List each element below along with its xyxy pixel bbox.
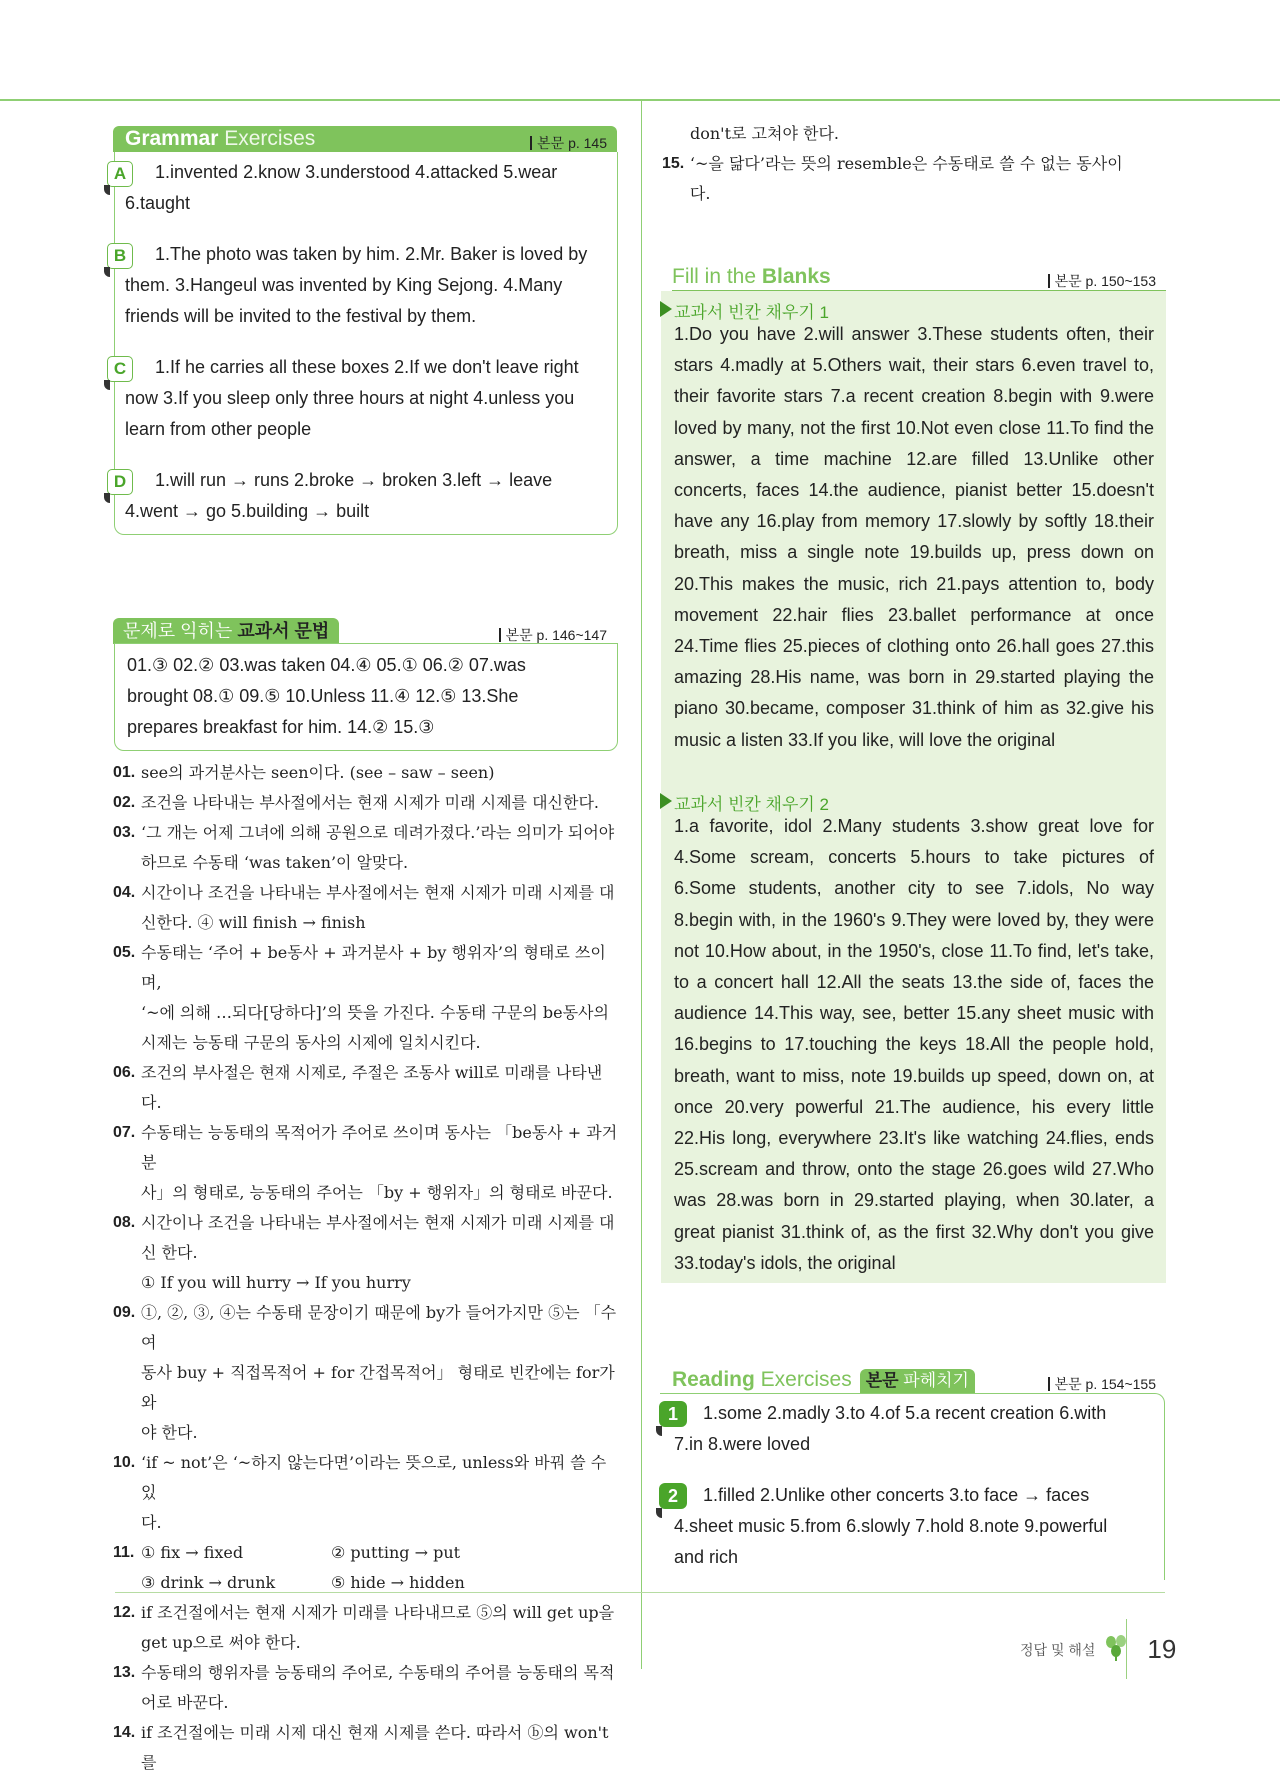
explanation-text: don't로 고쳐야 한다. — [690, 124, 840, 143]
explanation-text: 조건을 나타내는 부사절에서는 현재 시제가 미래 시제를 대신한다. — [141, 793, 600, 812]
explanation-item — [113, 1058, 619, 1118]
explanation-item — [113, 1718, 619, 1778]
explanation-number: 15. — [662, 155, 685, 172]
reading-pill-light: 파헤치기 — [898, 1371, 969, 1390]
explanation-number: 04. — [113, 884, 136, 901]
reading-section-label-2: 2 — [659, 1483, 687, 1509]
explanation-item — [113, 788, 619, 818]
explanation-number: 02. — [113, 794, 136, 811]
answer-line: now 3.If you sleep only three hours at night 4.unless you — [125, 388, 575, 408]
explanations-list — [113, 758, 619, 1778]
explanation-item — [113, 1298, 619, 1358]
fill-page-ref: 본문 p. 150~153 — [1048, 274, 1156, 288]
explanation-text: get up으로 써야 한다. — [141, 1633, 301, 1652]
explanation-number: 05. — [113, 944, 136, 961]
answer-line: 1.will run → runs 2.broke → broken 3.left → leave — [155, 470, 553, 490]
explanation-text: ② putting → put — [331, 1543, 461, 1562]
explanation-text: 신한다. ④ will finish → finish — [141, 913, 366, 932]
section-label-d: D — [107, 469, 133, 495]
explanation-text: 수동태의 행위자를 능동태의 주어로, 수동태의 주어를 능동태의 목적 — [141, 1663, 615, 1682]
explanation-number: 07. — [113, 1124, 136, 1141]
explanation-text: ① If you will hurry → If you hurry — [141, 1273, 411, 1292]
explanation-text: 수동태는 능동태의 목적어가 주어로 쓰이며 동사는 「be동사 + 과거분 — [141, 1123, 618, 1172]
explanation-text: 어로 바꾼다. — [141, 1693, 229, 1712]
fill-blanks-header — [672, 264, 1166, 291]
explanation-item — [113, 1448, 619, 1508]
answer-line: 1.The photo was taken by him. 2.Mr. Baker is loved by — [155, 244, 588, 264]
explanation-text: 야 한다. — [141, 1423, 198, 1442]
fill-answers-1: 1.Do you have 2.will answer 3.These students often, their stars 4.madly at 5.Others wait, their stars 6.even travel to, their favorite stars 7.a recent creation 8.begin with 9.were loved by many, not the first 10.Not even close 11.To find the answer, a time machine 12.are filled 13.Unlike other concerts, faces 14.the audience, pianist better 15.doesn't have any 16.play from memory 17.slowly by softly 18.their breath, miss a single note 19.builds up, press down on 20.This makes the music, rich 21.pays attention to, body movement 22.hair flies 23.ballet performance at once 24.Time flies 25.pieces of clothing onto 26.hall goes 27.this amazing 28.His name, was born in 29.started playing the piano 30.became, composer 31.think of him as 32.give his music a listen 33.If you like, will love the original — [674, 324, 1154, 750]
fill-subheading-2: 교과서 빈칸 채우기 2 — [660, 790, 829, 815]
reading-section-label-1: 1 — [659, 1401, 687, 1427]
reading-pill-bold: 본문 — [865, 1371, 899, 1390]
explanation-text: 시제는 능동태 구문의 동사의 시제에 일치시킨다. — [141, 1033, 481, 1052]
explanation-text: 다. — [141, 1513, 162, 1532]
section-label-a: A — [107, 161, 133, 187]
grammar-page-ref: 본문 p. 145 — [530, 136, 607, 150]
explanation-text: ③ drink → drunk — [141, 1573, 276, 1592]
answer-line: 6.taught — [125, 193, 191, 213]
page-number: 19 — [1147, 1634, 1177, 1664]
explanation-text: 하므로 수동태 ‘was taken’이 알맞다. — [141, 853, 409, 872]
explanation-text: ⑤ hide → hidden — [331, 1573, 465, 1592]
explanation-number: 03. — [113, 824, 136, 841]
answer-line: 01.③ 02.② 03.was taken 04.④ 05.① 06.② 07.was — [127, 655, 526, 675]
footer-text: 정답 및 해설 — [1020, 1641, 1096, 1658]
answer-line: them. 3.Hangeul was invented by King Sejong. 4.Many — [125, 275, 563, 295]
explanation-item — [113, 818, 619, 848]
answer-line: friends will be invited to the festival by them. — [125, 306, 477, 326]
answer-line: 1.filled 2.Unlike other concerts 3.to face → faces — [703, 1485, 1090, 1505]
explanation-item — [113, 1538, 619, 1568]
page-footer — [1020, 1633, 1176, 1666]
explanation-number: 09. — [113, 1304, 136, 1321]
fill-title-light: Fill in the — [672, 265, 762, 288]
answer-line: 1.invented 2.know 3.understood 4.attacked 5.wear — [155, 162, 558, 182]
textbook-grammar-page-ref: 본문 p. 146~147 — [499, 628, 607, 642]
explanation-text: 동사 buy + 직접목적어 + for 간접목적어」 형태로 빈칸에는 for가 와 — [141, 1363, 615, 1412]
answer-line: prepares breakfast for him. 14.② 15.③ — [127, 717, 435, 737]
explanation-item — [113, 938, 619, 998]
explanation-number: 12. — [113, 1604, 136, 1621]
explanation-text: ‘~을 닮다’라는 뜻의 resemble은 수동태로 쓸 수 없는 동사이다. — [689, 154, 1123, 203]
explanation-item — [113, 1568, 619, 1598]
explanation-text: ‘그 개는 어제 그녀에 의해 공원으로 데려가졌다.’라는 의미가 되어야 — [141, 823, 615, 842]
top-rule — [0, 99, 1280, 101]
grammar-title-light: Exercises — [218, 127, 316, 150]
reading-title-bold: Reading — [672, 1368, 755, 1391]
answer-line: learn from other people — [125, 419, 312, 439]
fill-title-bold: Blanks — [761, 265, 831, 288]
explanation-item — [113, 758, 619, 788]
column-divider — [641, 99, 642, 1669]
textbook-grammar-header — [113, 618, 617, 644]
explanation-number: 06. — [113, 1064, 136, 1081]
answer-line: 7.in 8.were loved — [674, 1434, 811, 1454]
explanation-text: ①, ②, ③, ④는 수동태 문장이기 때문에 by가 들어가지만 ⑤는 「수여 — [141, 1303, 617, 1352]
explanation-text: 신 한다. — [141, 1243, 198, 1262]
section-label-b: B — [107, 243, 133, 269]
explanation-number: 13. — [113, 1664, 136, 1681]
explanation-continuation — [662, 119, 1142, 209]
reading-page-ref: 본문 p. 154~155 — [1048, 1377, 1156, 1391]
fill-answers-2: 1.a favorite, idol 2.Many students 3.show great love for 4.Some scream, concerts 5.hours to take pictures of 6.Some students, another city to see 7.idols, No way 8.begin with, in the 1960's 9.They were loved by, they were not 10.How about, in the 1950's, close 11.To find, let's take, to a concert hall 12.All the seats 13.the side of, faces the audience 14.This way, see, better 15.any sheet music with 16.begins to 17.touching the keys 18.All the people hold, breath, want to miss, note 19.builds up speed, down on, at once 20.very powerful 21.The audience, his every little 22.His long, everywhere 23.It's like watching 24.flies, ends 25.scream and throw, onto the stage 26.goes wild 27.Who was 28.was born in 29.started playing, when 30.later, a great pianist 31.think of, as the first 32.Why don't you give 33.today's idols, the original — [674, 816, 1154, 1273]
explanation-item — [113, 1598, 619, 1628]
explanation-number: 01. — [113, 764, 136, 781]
textbook-grammar-title-bold: 교과서 문법 — [237, 621, 330, 641]
answer-line: brought 08.① 09.⑤ 10.Unless 11.④ 12.⑤ 13.She — [127, 686, 519, 706]
explanation-text: 시간이나 조건을 나타내는 부사절에서는 현재 시제가 미래 시제를 대 — [141, 1213, 615, 1232]
explanation-item — [113, 1658, 619, 1688]
explanation-text: ① fix → fixed — [141, 1543, 244, 1562]
explanation-item — [113, 878, 619, 908]
explanation-text: 수동태는 ‘주어 + be동사 + 과거분사 + by 행위자’의 형태로 쓰이며, — [141, 943, 606, 992]
answer-line: 1.If he carries all these boxes 2.If we don't leave right — [155, 357, 579, 377]
explanation-text: ‘~에 의해 …되다[당하다]’의 뜻을 가진다. 수동태 구문의 be동사의 — [141, 1003, 609, 1022]
grammar-exercises-header — [113, 126, 617, 152]
textbook-grammar-title-light: 문제로 익히는 — [123, 621, 238, 641]
section-label-c: C — [107, 356, 133, 382]
explanation-text: 시간이나 조건을 나타내는 부사절에서는 현재 시제가 미래 시제를 대 — [141, 883, 615, 902]
explanation-text: 조건의 부사절은 현재 시제로, 주절은 조동사 will로 미래를 나타낸다. — [141, 1063, 603, 1112]
bottom-rule — [115, 1592, 1165, 1593]
answer-line: 4.sheet music 5.from 6.slowly 7.hold 8.note 9.powerful — [674, 1516, 1108, 1536]
answer-line: 1.some 2.madly 3.to 4.of 5.a recent creation 6.with — [703, 1403, 1107, 1423]
explanation-item — [113, 1118, 619, 1178]
explanation-item — [113, 1208, 619, 1238]
reading-title-light: Exercises — [754, 1368, 852, 1391]
explanation-number: 14. — [113, 1724, 136, 1741]
reading-exercises-header — [672, 1367, 1166, 1393]
explanation-text: 사」의 형태로, 능동태의 주어는 「by + 행위자」의 형태로 바꾼다. — [141, 1183, 613, 1202]
explanation-number: 08. — [113, 1214, 136, 1231]
answer-line: 4.went → go 5.building → built — [125, 501, 370, 521]
grammar-title-bold: Grammar — [125, 127, 219, 150]
answer-line: and rich — [674, 1547, 739, 1567]
explanation-text: if 조건절에는 미래 시제 대신 현재 시제를 쓴다. 따라서 ⓑ의 won't를 — [141, 1723, 609, 1772]
explanation-number: 10. — [113, 1454, 136, 1471]
footer-divider — [1126, 1619, 1127, 1679]
explanation-text: ‘if ~ not’은 ‘~하지 않는다면’이라는 뜻으로, unless와 바꿔 쓸 수 있 — [141, 1453, 607, 1502]
fill-subheading-1: 교과서 빈칸 채우기 1 — [660, 298, 829, 323]
explanation-text: if 조건절에서는 현재 시제가 미래를 나타내므로 ⑤의 will get up을 — [141, 1603, 615, 1622]
explanation-number: 11. — [113, 1544, 135, 1561]
explanation-text: see의 과거분사는 seen이다. (see – saw – seen) — [141, 763, 495, 782]
